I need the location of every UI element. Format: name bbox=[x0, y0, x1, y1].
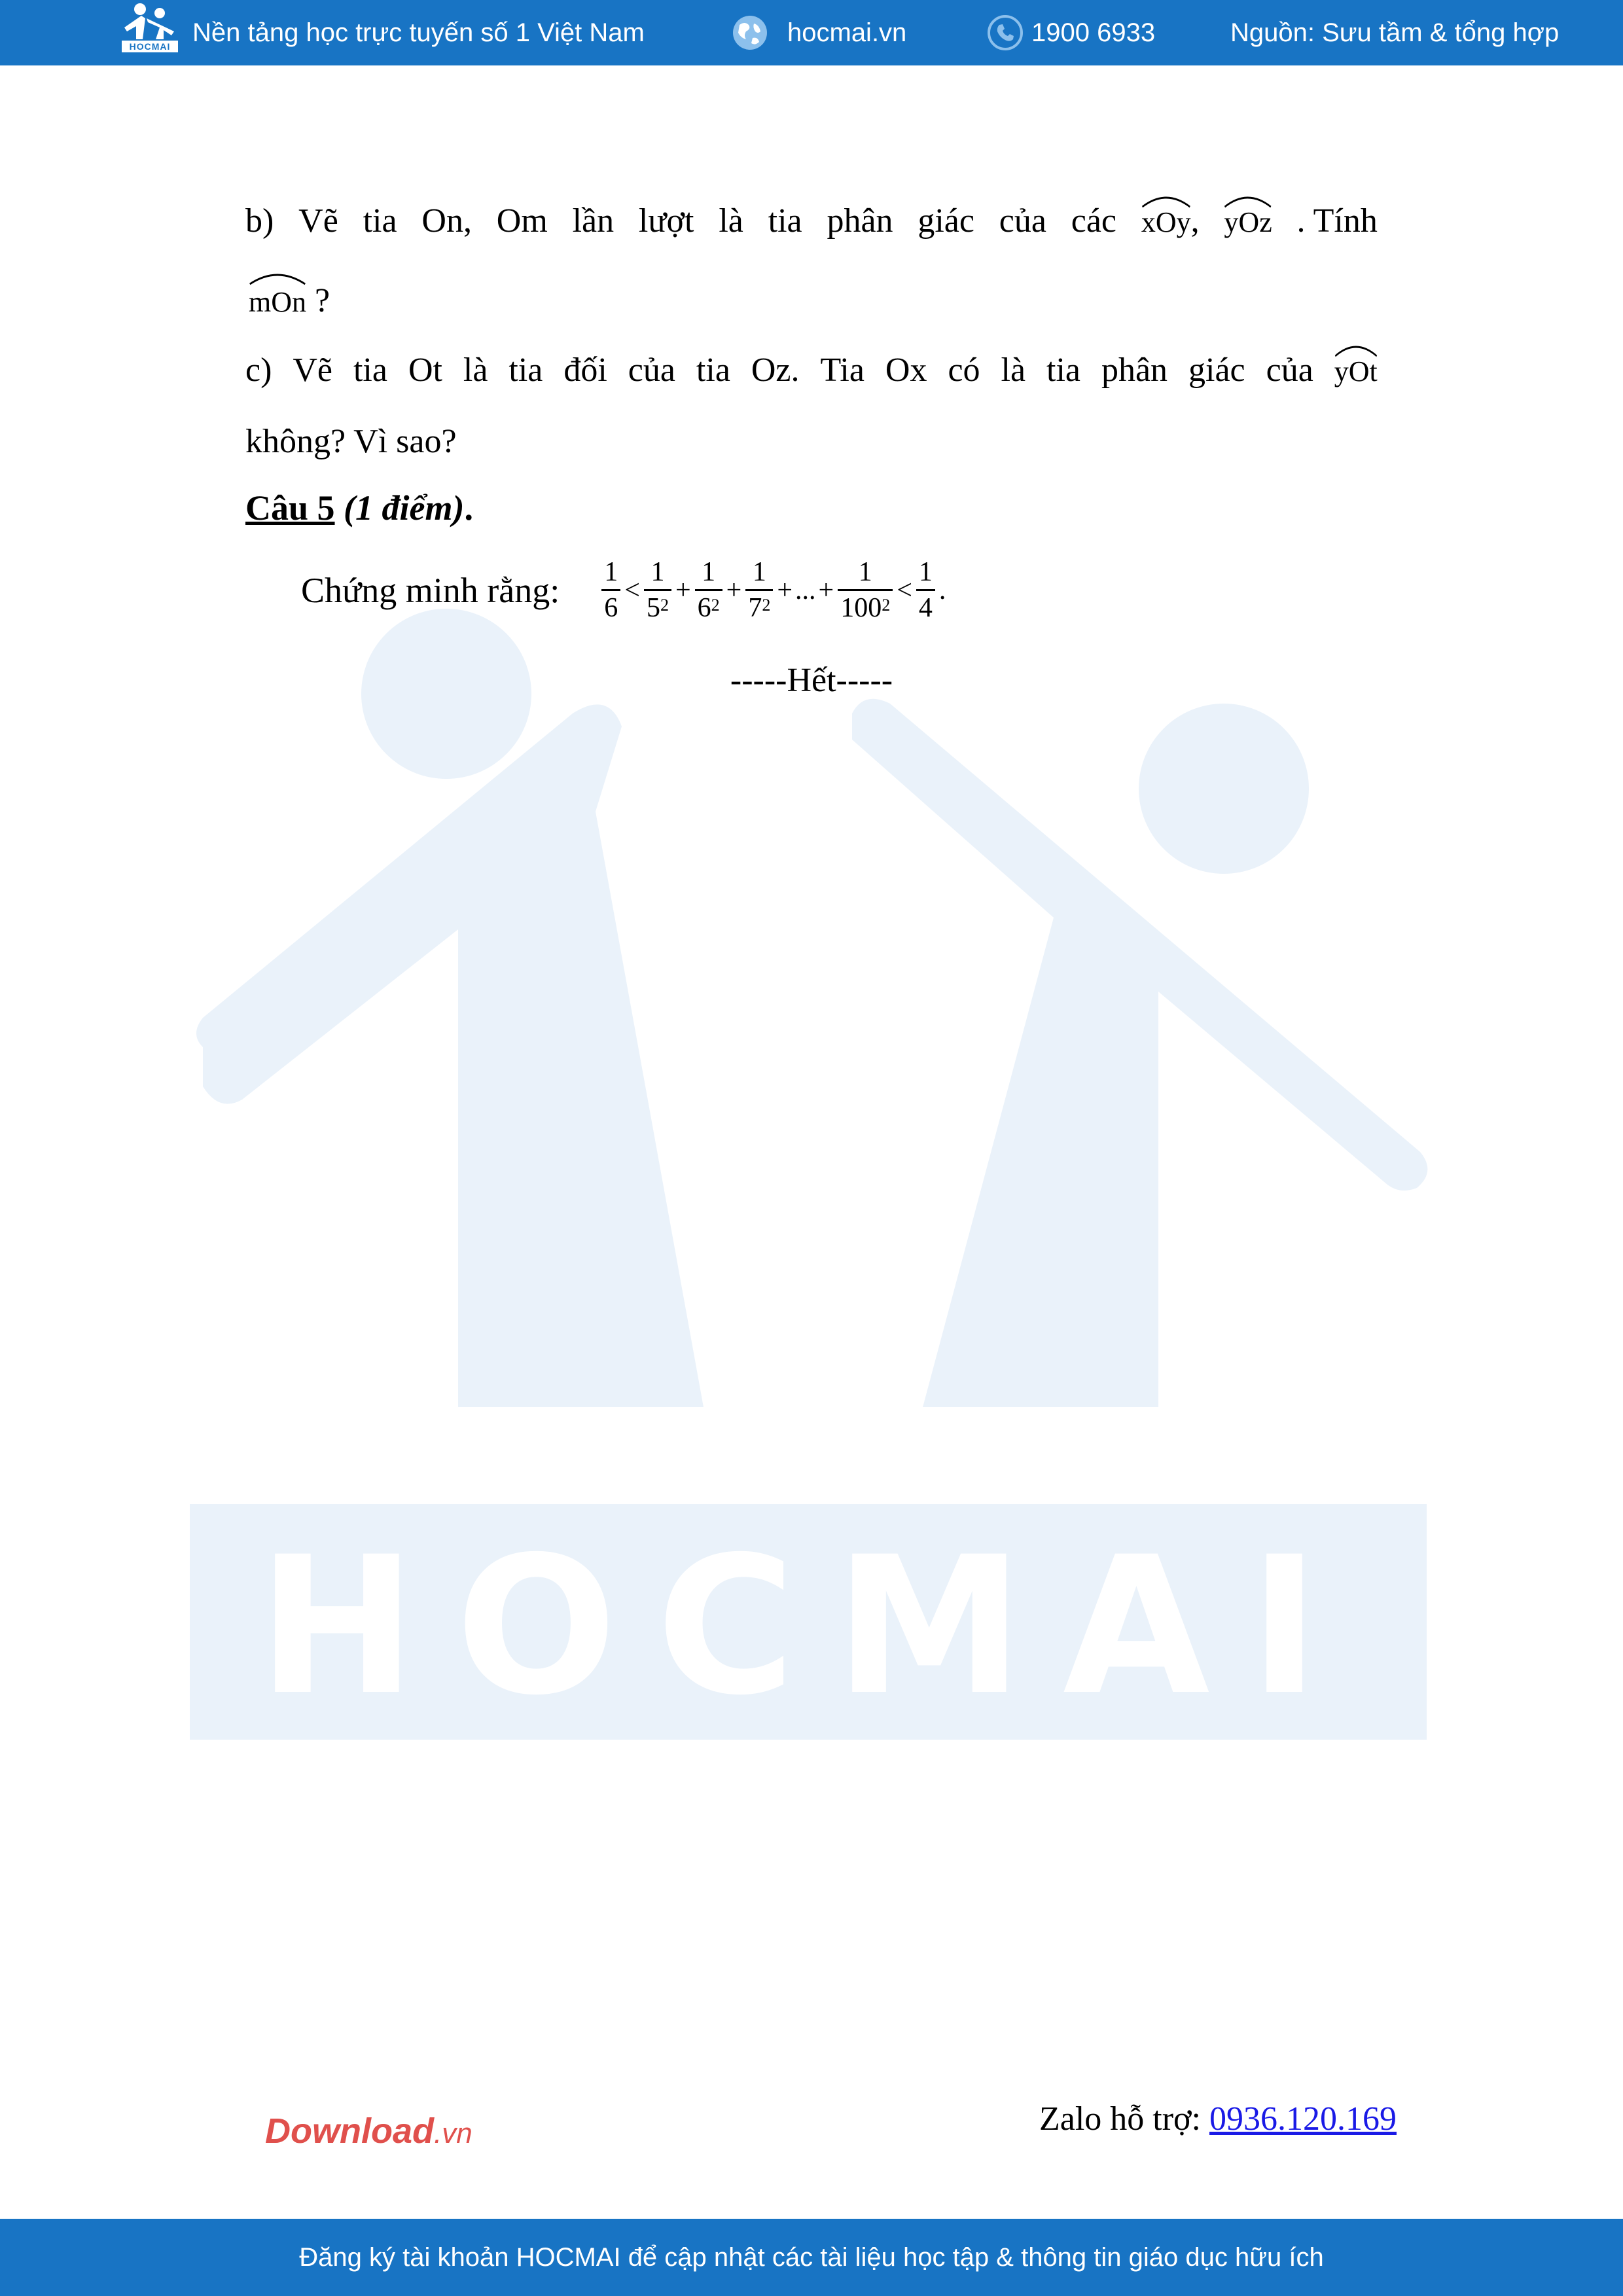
word: tia bbox=[768, 202, 802, 240]
text-tinh: . Tính bbox=[1296, 202, 1378, 240]
word: là bbox=[1001, 351, 1026, 389]
header-bar bbox=[0, 0, 1623, 65]
word: giác bbox=[1188, 351, 1245, 389]
header-phone[interactable]: 1900 6933 bbox=[1031, 18, 1156, 47]
word: có bbox=[948, 351, 980, 389]
word: Tia bbox=[820, 351, 865, 389]
word: lần bbox=[572, 202, 615, 240]
word: của bbox=[1266, 351, 1313, 389]
word: giác bbox=[918, 202, 974, 240]
download-vn-logo[interactable]: Download.vn bbox=[265, 2111, 473, 2151]
question-4b-line1 bbox=[245, 202, 1378, 240]
header-source: Nguồn: Sưu tầm & tổng hợp bbox=[1230, 18, 1560, 47]
word: On, bbox=[421, 202, 472, 240]
word: tia bbox=[508, 351, 543, 389]
angle-yOt: yOt bbox=[1334, 351, 1378, 388]
zalo-label: Zalo hỗ trợ: bbox=[1039, 2100, 1201, 2138]
word: là bbox=[719, 202, 743, 240]
question-4b-line2: mOn ? bbox=[249, 279, 330, 322]
angle-mOn: mOn bbox=[249, 279, 306, 322]
end-marker: -----Hết----- bbox=[730, 662, 893, 699]
word: b) bbox=[245, 202, 274, 240]
question-5-heading: Câu 5 (1 điểm). bbox=[245, 488, 473, 528]
header-website-link[interactable]: hocmai.vn bbox=[787, 18, 907, 47]
word: tia bbox=[696, 351, 730, 389]
fraction-1-4: $\frac{1}{4}$ bbox=[916, 555, 935, 625]
word: tia bbox=[353, 351, 387, 389]
word: Oz. bbox=[751, 351, 800, 389]
watermark-text: HOCMAI bbox=[257, 1516, 1359, 1737]
word: tia bbox=[1046, 351, 1080, 389]
logo-label: HOCMAI bbox=[122, 41, 178, 52]
fraction-1-5sq: $\frac{1}{5^2}$ bbox=[644, 555, 671, 625]
word: Ot bbox=[408, 351, 442, 389]
word: lượt bbox=[638, 202, 694, 240]
word: Vẽ bbox=[293, 351, 333, 389]
word: phân bbox=[827, 202, 893, 240]
angle-xOy: xOy bbox=[1141, 202, 1191, 239]
zalo-number-link[interactable]: 0936.120.169 bbox=[1209, 2100, 1397, 2138]
word: đối bbox=[563, 351, 607, 389]
word: của bbox=[628, 351, 675, 389]
word: các bbox=[1071, 202, 1117, 240]
phone-icon bbox=[987, 14, 1024, 51]
word: phân bbox=[1101, 351, 1168, 389]
header-slogan: Nền tảng học trực tuyến số 1 Việt Nam bbox=[192, 18, 645, 47]
hocmai-watermark bbox=[190, 537, 1453, 1754]
word: là bbox=[463, 351, 488, 389]
footer-text[interactable]: Đăng ký tài khoản HOCMAI để cập nhật các tài liệu học tập & thông tin giáo dục hữu ích bbox=[299, 2242, 1324, 2272]
question-4c-line2: không? Vì sao? bbox=[245, 423, 457, 460]
proof-statement: Chứng minh rằng: $\frac{1}{6}$ < $\frac{1}{5^2}$ + $\frac{1}{6^2}$ + $\frac{1}{7^2}$ + ... + $\frac{1}{100^2}$ < $\frac{1}{4}$ . bbox=[301, 555, 947, 625]
word: Ox bbox=[885, 351, 927, 389]
question-5-label: Câu 5 bbox=[245, 488, 335, 528]
word: c) bbox=[245, 351, 272, 389]
angle-yOz: yOz bbox=[1224, 202, 1272, 239]
question-4c-line1 bbox=[245, 351, 1378, 389]
word: của bbox=[999, 202, 1046, 240]
comma: , bbox=[1190, 202, 1200, 240]
question-5-points: (1 điểm) bbox=[344, 488, 465, 528]
fraction-1-6: $\frac{1}{6}$ bbox=[601, 555, 620, 625]
word: tia bbox=[363, 202, 397, 240]
proof-label: Chứng minh rằng: bbox=[301, 570, 560, 610]
word: Om bbox=[496, 202, 548, 240]
zalo-support bbox=[1039, 2100, 1397, 2138]
word: Vẽ bbox=[298, 202, 338, 240]
globe-icon bbox=[732, 14, 768, 51]
fraction-1-6sq: $\frac{1}{6^2}$ bbox=[695, 555, 722, 625]
fraction-1-7sq: $\frac{1}{7^2}$ bbox=[745, 555, 773, 625]
fraction-1-100sq: $\frac{1}{100^2}$ bbox=[838, 555, 893, 625]
footer-bar bbox=[0, 2219, 1623, 2296]
